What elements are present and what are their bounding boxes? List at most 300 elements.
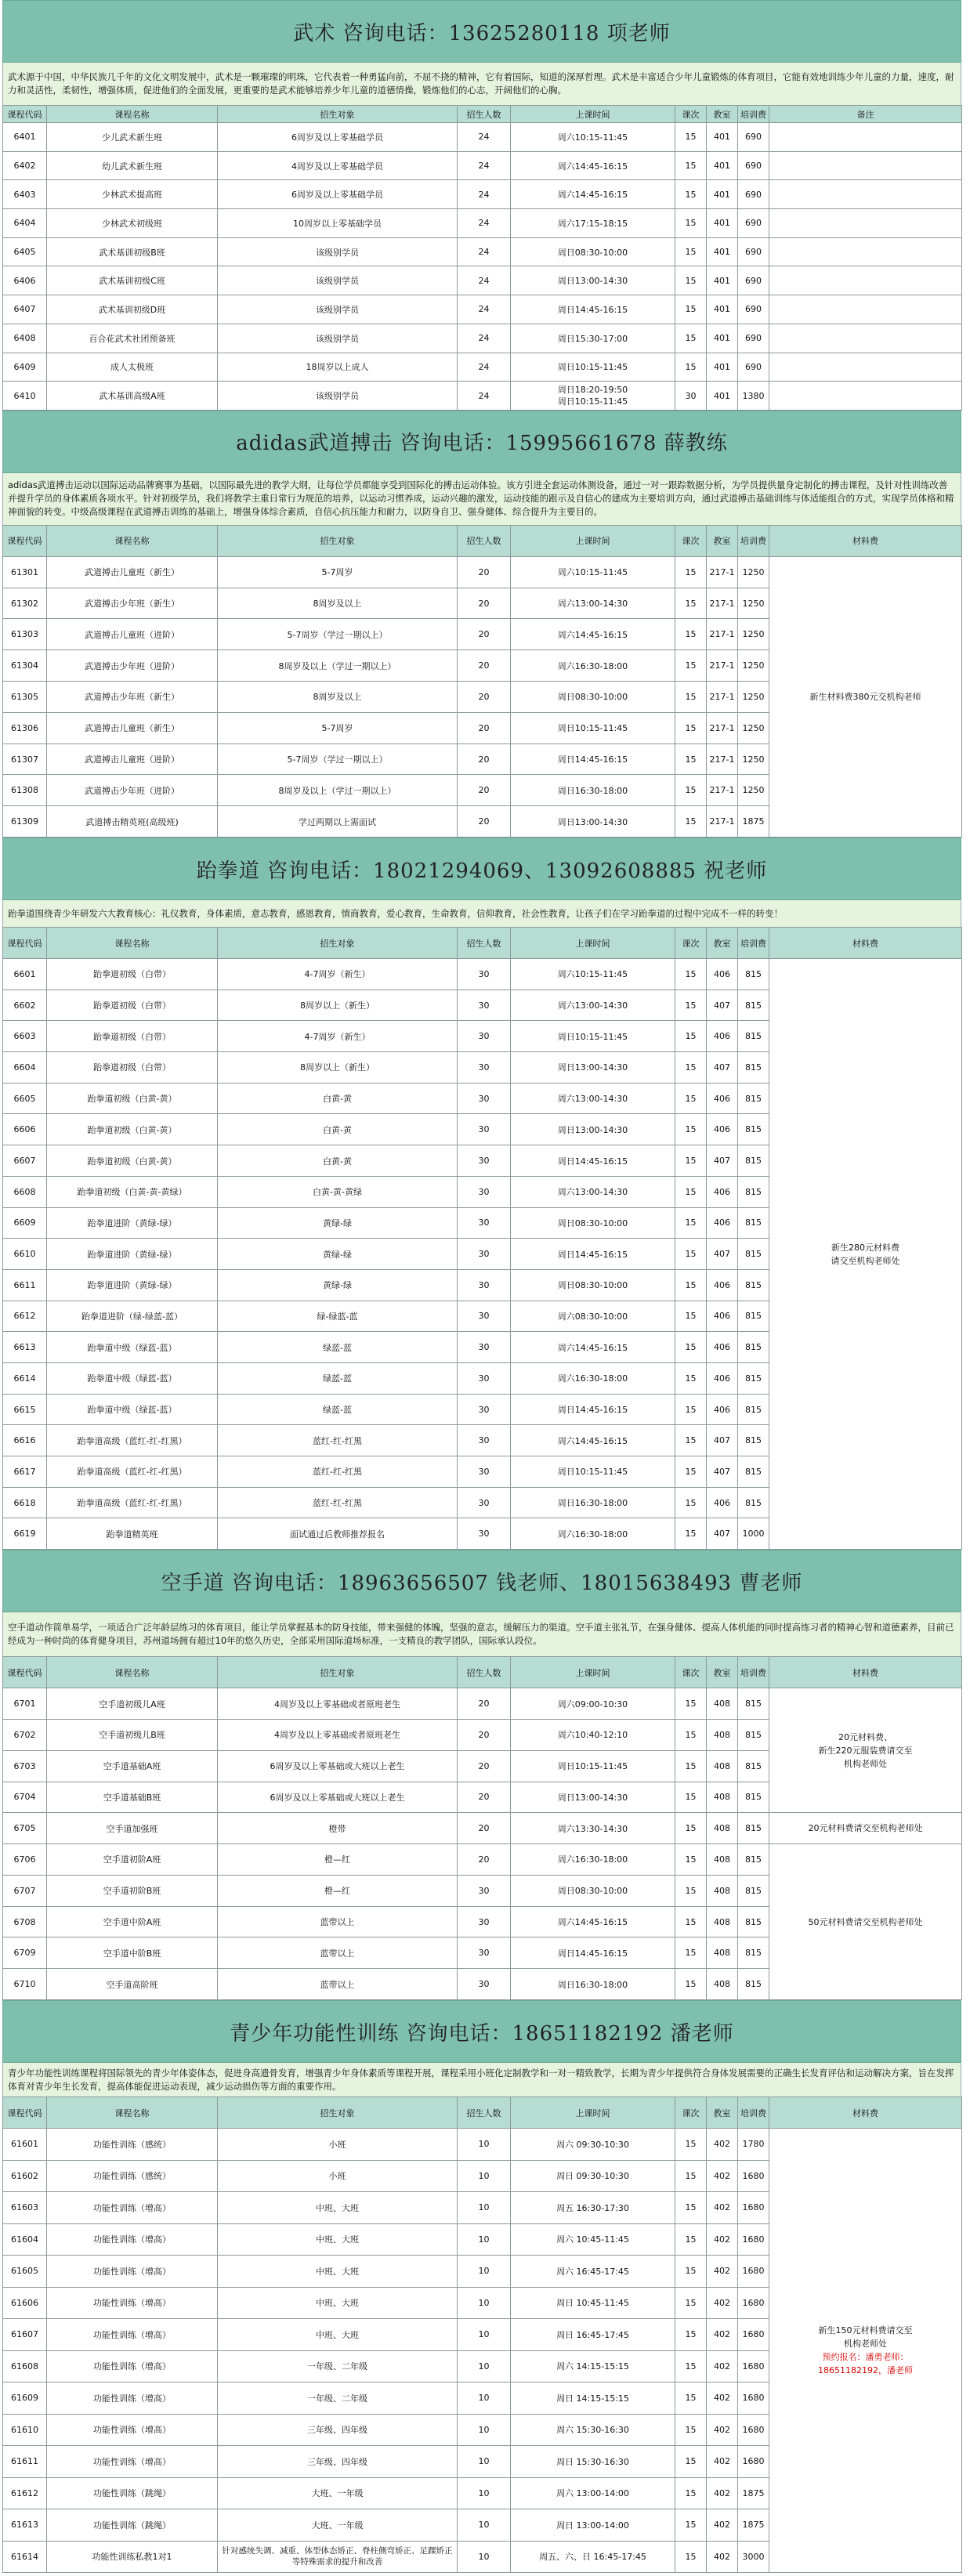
- course-section: [2, 411, 961, 838]
- table-cell: 401: [707, 180, 738, 209]
- table-header-row: [3, 106, 962, 123]
- table-cell: 6周岁及以上零基础或大班以上老生: [218, 1750, 458, 1782]
- table-cell: 蓝红-红-红黑: [218, 1487, 458, 1518]
- table-cell: 15: [675, 1456, 707, 1488]
- table-cell: 15: [675, 556, 707, 588]
- table-cell: 周日13:00-14:30: [511, 266, 675, 295]
- table-cell: 周日14:45-16:15: [511, 295, 675, 324]
- table-cell: 30: [458, 1145, 511, 1177]
- material-fee-cell: [769, 1813, 962, 1844]
- table-cell: 815: [738, 1021, 769, 1052]
- table-cell: 15: [675, 619, 707, 650]
- table-cell: 815: [738, 1145, 769, 1177]
- table-cell: 30: [458, 1487, 511, 1518]
- table-cell: 61612: [3, 2477, 47, 2509]
- table-cell: 406: [707, 1114, 738, 1145]
- material-fee-text: 20元材料费请交至机构老师处: [808, 1823, 923, 1834]
- table-cell: 402: [707, 2319, 738, 2351]
- table-cell: 815: [738, 1052, 769, 1084]
- material-fee-cell: [769, 1688, 962, 1813]
- table-cell: 6602: [3, 990, 47, 1021]
- table-cell: 功能性训练（增高）: [47, 2350, 218, 2382]
- table-cell: 10: [458, 2319, 511, 2351]
- table-cell: 少林武术提高班: [47, 180, 218, 209]
- table-cell: 武术基训初级B班: [47, 237, 218, 266]
- table-cell: 30: [458, 1456, 511, 1488]
- table-cell: 1250: [738, 619, 769, 650]
- table-cell: 15: [675, 2509, 707, 2542]
- table-cell: 周五 16:30-17:30: [511, 2192, 675, 2224]
- table-cell: 6405: [3, 237, 47, 266]
- table-cell: 408: [707, 1813, 738, 1844]
- table-cell: 815: [738, 1114, 769, 1145]
- table-cell: 407: [707, 1052, 738, 1084]
- table-cell: 30: [458, 1518, 511, 1550]
- table-cell: 690: [738, 353, 769, 382]
- table-cell: 黄绿-绿: [218, 1269, 458, 1301]
- table-cell: 815: [738, 1301, 769, 1332]
- table-cell: 15: [675, 1239, 707, 1270]
- table-cell: 跆拳道初级（白带）: [47, 990, 218, 1021]
- table-cell: 少儿武术新生班: [47, 123, 218, 152]
- table-cell: 408: [707, 1750, 738, 1782]
- table-cell: 217-1: [707, 712, 738, 743]
- material-fee-text: 20元材料费、 新生220元服装费请交至 机构老师处: [818, 1731, 913, 1769]
- column-header: 招生人数: [458, 106, 511, 123]
- table-cell: 815: [738, 1394, 769, 1425]
- table-cell: [769, 209, 962, 238]
- table-cell: 61305: [3, 682, 47, 713]
- table-cell: 402: [707, 2509, 738, 2542]
- table-cell: 402: [707, 2192, 738, 2224]
- table-cell: 周日08:30-10:00: [511, 237, 675, 266]
- table-cell: 6709: [3, 1937, 47, 1969]
- table-cell: 406: [707, 1332, 738, 1363]
- table-cell: 幼儿武术新生班: [47, 151, 218, 180]
- table-cell: 功能性训练（增高）: [47, 2446, 218, 2478]
- table-row: [3, 353, 962, 382]
- table-cell: 1875: [738, 2477, 769, 2509]
- table-cell: 10: [458, 2414, 511, 2446]
- table-row: [3, 959, 962, 990]
- table-cell: 815: [738, 1239, 769, 1270]
- table-cell: 15: [675, 775, 707, 806]
- table-cell: 蓝带以上: [218, 1969, 458, 2000]
- table-cell: 周六16:30-18:00: [511, 1844, 675, 1876]
- table-cell: 白黄-黄-黄绿: [218, 1176, 458, 1207]
- table-cell: 815: [738, 1906, 769, 1937]
- table-cell: 402: [707, 2541, 738, 2573]
- table-cell: 武道搏击少年班（新生）: [47, 588, 218, 619]
- table-cell: 815: [738, 1269, 769, 1301]
- table-cell: 6401: [3, 123, 47, 152]
- table-cell: 15: [675, 2382, 707, 2415]
- table-cell: 1250: [738, 712, 769, 743]
- table-cell: 15: [675, 1176, 707, 1207]
- table-cell: 该级别学员: [218, 266, 458, 295]
- table-cell: 20: [458, 619, 511, 650]
- table-cell: 15: [675, 2446, 707, 2478]
- table-cell: 61613: [3, 2509, 47, 2542]
- table-cell: 61302: [3, 588, 47, 619]
- table-cell: 周六09:00-10:30: [511, 1688, 675, 1720]
- table-cell: 10: [458, 2223, 511, 2256]
- table-cell: 橙—红: [218, 1844, 458, 1876]
- table-cell: [769, 151, 962, 180]
- table-cell: 6618: [3, 1487, 47, 1518]
- table-cell: 61603: [3, 2192, 47, 2224]
- table-cell: 周六13:30-14:30: [511, 1813, 675, 1844]
- table-header-row: [3, 928, 962, 959]
- table-cell: 1680: [738, 2382, 769, 2415]
- table-cell: 217-1: [707, 775, 738, 806]
- table-cell: 跆拳道初级（白黄-黄-黄绿）: [47, 1176, 218, 1207]
- table-cell: 15: [675, 1145, 707, 1177]
- table-cell: 402: [707, 2223, 738, 2256]
- table-cell: 6404: [3, 209, 47, 238]
- table-cell: 武术基训初级D班: [47, 295, 218, 324]
- table-row: [3, 2129, 962, 2161]
- material-fee-text: 50元材料费请交至机构老师处: [808, 1916, 923, 1927]
- table-cell: 61601: [3, 2129, 47, 2161]
- table-cell: 690: [738, 324, 769, 353]
- table-cell: 跆拳道初级（白黄-黄）: [47, 1083, 218, 1114]
- table-cell: 1680: [738, 2192, 769, 2224]
- table-cell: 407: [707, 1518, 738, 1550]
- table-cell: 401: [707, 324, 738, 353]
- column-header: 课程代码: [3, 928, 47, 959]
- table-cell: 百合花武术社团预备班: [47, 324, 218, 353]
- table-cell: 周日18:20-19:50 周日10:15-11:45: [511, 382, 675, 411]
- table-cell: 407: [707, 1425, 738, 1456]
- table-cell: 跆拳道初级（白黄-黄）: [47, 1114, 218, 1145]
- table-cell: 15: [675, 2256, 707, 2288]
- table-cell: 一年级、二年级: [218, 2350, 458, 2382]
- column-header: 课次: [675, 2097, 707, 2129]
- table-row: [3, 1844, 962, 1876]
- table-cell: 跆拳道进阶（黄绿-绿）: [47, 1269, 218, 1301]
- table-cell: [769, 353, 962, 382]
- column-header: 招生对象: [218, 2097, 458, 2129]
- table-cell: 217-1: [707, 650, 738, 682]
- material-fee-cell: [769, 959, 962, 1550]
- table-cell: 815: [738, 1487, 769, 1518]
- table-cell: 15: [675, 1114, 707, 1145]
- column-header: 教室: [707, 2097, 738, 2129]
- table-cell: [769, 295, 962, 324]
- table-cell: 30: [458, 1114, 511, 1145]
- table-cell: 跆拳道初级（白带）: [47, 1021, 218, 1052]
- table-cell: 10: [458, 2477, 511, 2509]
- section-intro: [2, 900, 961, 927]
- table-cell: 6410: [3, 382, 47, 411]
- table-cell: [769, 382, 962, 411]
- table-cell: 408: [707, 1937, 738, 1969]
- table-cell: 周六16:30-18:00: [511, 1362, 675, 1394]
- table-cell: 15: [675, 1906, 707, 1937]
- table-cell: 跆拳道精英班: [47, 1518, 218, 1550]
- table-cell: 周日14:45-16:15: [511, 1145, 675, 1177]
- table-cell: 217-1: [707, 743, 738, 775]
- section-intro-text: adidas武道搏击运动以国际运动品牌赛事为基础，以国际最先进的教学大纲，让每位学员都能享受到国际化的搏击运动体验。该方引进全套运动体测设备，通过一对一跟踪数据分析，为学员提供量身定制化的搏击课程，及针对性训练改善并提升学员的身体素质各项水平。针对初级学员，我们将教学主重日常行为规范的培养，以运动习惯养成，运动兴趣的激发，运动技能的跟示及自信心的建成为主要培训方向，通过武道搏击基础训练与体适能组合的方式，实现学员体格和精神面貌的转变。中级高级课程在武道搏击训练的基础上，增强身体综合素质，自信心抗压能力和耐力，以防身自卫、强身健体、综合提升为主要目的。: [8, 479, 954, 518]
- table-cell: 周日10:15-11:45: [511, 712, 675, 743]
- table-cell: 30: [458, 1906, 511, 1937]
- table-cell: 周日15:30-17:00: [511, 324, 675, 353]
- table-cell: 407: [707, 1239, 738, 1270]
- table-cell: 217-1: [707, 588, 738, 619]
- table-cell: 690: [738, 266, 769, 295]
- table-cell: 815: [738, 1813, 769, 1844]
- table-cell: 8周岁以上（新生）: [218, 990, 458, 1021]
- table-cell: 401: [707, 266, 738, 295]
- table-cell: 6619: [3, 1518, 47, 1550]
- table-header-row: [3, 2097, 962, 2129]
- table-cell: 30: [458, 1332, 511, 1363]
- table-cell: 30: [458, 1937, 511, 1969]
- table-cell: 15: [675, 295, 707, 324]
- table-cell: 30: [458, 1176, 511, 1207]
- table-cell: 15: [675, 1394, 707, 1425]
- table-cell: 空手道初级儿B班: [47, 1719, 218, 1750]
- column-header: 培训费: [738, 106, 769, 123]
- table-cell: 蓝带以上: [218, 1906, 458, 1937]
- table-cell: 24: [458, 209, 511, 238]
- table-cell: 周日14:45-16:15: [511, 1239, 675, 1270]
- table-cell: 61611: [3, 2446, 47, 2478]
- table-cell: 周日16:30-18:00: [511, 1969, 675, 2000]
- table-cell: 1380: [738, 382, 769, 411]
- table-cell: 武术基训初级C班: [47, 266, 218, 295]
- section-title: 武术 咨询电话：13625280118 项老师: [2, 0, 961, 63]
- table-cell: 15: [675, 1875, 707, 1906]
- table-cell: 少林武术初级班: [47, 209, 218, 238]
- table-cell: 周日14:45-16:15: [511, 743, 675, 775]
- table-cell: 6402: [3, 151, 47, 180]
- table-cell: 中班、大班: [218, 2223, 458, 2256]
- table-cell: 15: [675, 682, 707, 713]
- table-cell: 20: [458, 588, 511, 619]
- table-cell: 周六 14:15-15:15: [511, 2350, 675, 2382]
- table-row: [3, 295, 962, 324]
- table-cell: 6周岁及以上零基础学员: [218, 123, 458, 152]
- table-cell: 15: [675, 2414, 707, 2446]
- table-cell: 周六10:40-12:10: [511, 1719, 675, 1750]
- column-header: 培训费: [738, 525, 769, 556]
- table-cell: 1250: [738, 588, 769, 619]
- table-cell: 空手道初级儿A班: [47, 1688, 218, 1720]
- table-cell: 5-7周岁: [218, 712, 458, 743]
- table-cell: 402: [707, 2446, 738, 2478]
- table-cell: 10: [458, 2446, 511, 2478]
- table-cell: 白黄-黄: [218, 1114, 458, 1145]
- table-row: [3, 151, 962, 180]
- table-cell: 周六 09:30-10:30: [511, 2129, 675, 2161]
- table-cell: 24: [458, 266, 511, 295]
- table-cell: 815: [738, 959, 769, 990]
- table-cell: 30: [458, 959, 511, 990]
- table-cell: 15: [675, 2223, 707, 2256]
- table-cell: 白黄-黄: [218, 1145, 458, 1177]
- table-cell: 6605: [3, 1083, 47, 1114]
- table-cell: 10: [458, 2287, 511, 2319]
- table-cell: 6701: [3, 1688, 47, 1720]
- table-cell: 1250: [738, 775, 769, 806]
- table-row: [3, 180, 962, 209]
- table-cell: 1875: [738, 2509, 769, 2542]
- column-header: 上课时间: [511, 1657, 675, 1688]
- table-cell: 815: [738, 1207, 769, 1239]
- table-cell: 跆拳道初级（白带）: [47, 1052, 218, 1084]
- column-header: 上课时间: [511, 928, 675, 959]
- table-cell: 功能性训练（增高）: [47, 2319, 218, 2351]
- table-cell: 815: [738, 1875, 769, 1906]
- table-cell: 20: [458, 1813, 511, 1844]
- table-cell: 周日 09:30-10:30: [511, 2160, 675, 2192]
- table-cell: 20: [458, 775, 511, 806]
- table-header-row: [3, 1657, 962, 1688]
- material-fee-cell: [769, 2129, 962, 2573]
- table-cell: 1680: [738, 2287, 769, 2319]
- table-cell: 15: [675, 2192, 707, 2224]
- table-cell: 功能性训练（增高）: [47, 2414, 218, 2446]
- table-cell: 6703: [3, 1750, 47, 1782]
- table-cell: 6612: [3, 1301, 47, 1332]
- table-cell: 24: [458, 353, 511, 382]
- table-cell: 1680: [738, 2256, 769, 2288]
- table-cell: 跆拳道初级（白带）: [47, 959, 218, 990]
- column-header: 材料费: [769, 525, 962, 556]
- table-cell: 周日 10:45-11:45: [511, 2287, 675, 2319]
- column-header: 备注: [769, 106, 962, 123]
- table-cell: 61309: [3, 806, 47, 838]
- table-cell: 4周岁及以上零基础或者原班老生: [218, 1719, 458, 1750]
- table-cell: 61303: [3, 619, 47, 650]
- table-cell: 跆拳道中级（绿蓝-蓝）: [47, 1362, 218, 1394]
- course-table: [2, 1656, 962, 2000]
- table-cell: 15: [675, 1052, 707, 1084]
- table-cell: 15: [675, 1813, 707, 1844]
- table-cell: 面试通过后教师推荐报名: [218, 1518, 458, 1550]
- table-cell: 690: [738, 151, 769, 180]
- column-header: 材料费: [769, 928, 962, 959]
- table-cell: 跆拳道进阶（绿-绿蓝-蓝）: [47, 1301, 218, 1332]
- table-cell: 武道搏击少年班（进阶）: [47, 650, 218, 682]
- table-cell: 该级别学员: [218, 295, 458, 324]
- table-cell: 10: [458, 2129, 511, 2161]
- table-cell: 61610: [3, 2414, 47, 2446]
- table-cell: 15: [675, 2319, 707, 2351]
- table-cell: 功能性训练（增高）: [47, 2382, 218, 2415]
- table-cell: 217-1: [707, 806, 738, 838]
- table-cell: 15: [675, 1301, 707, 1332]
- table-cell: 15: [675, 1518, 707, 1550]
- table-cell: 24: [458, 295, 511, 324]
- table-cell: 6604: [3, 1052, 47, 1084]
- column-header: 课程代码: [3, 106, 47, 123]
- table-cell: 小班: [218, 2129, 458, 2161]
- table-header-row: [3, 525, 962, 556]
- table-cell: 小班: [218, 2160, 458, 2192]
- course-table: [2, 525, 962, 838]
- table-cell: 10: [458, 2541, 511, 2573]
- table-cell: 15: [675, 266, 707, 295]
- table-cell: 815: [738, 1969, 769, 2000]
- table-cell: 815: [738, 1083, 769, 1114]
- column-header: 教室: [707, 1657, 738, 1688]
- table-cell: 61608: [3, 2350, 47, 2382]
- table-cell: 周六13:00-14:30: [511, 990, 675, 1021]
- table-cell: 功能性训练（感统）: [47, 2129, 218, 2161]
- table-cell: 周六14:45-16:15: [511, 619, 675, 650]
- table-cell: 1680: [738, 2446, 769, 2478]
- table-cell: 空手道基础B班: [47, 1782, 218, 1813]
- table-cell: 空手道中阶B班: [47, 1937, 218, 1969]
- table-cell: 15: [675, 1207, 707, 1239]
- table-row: [3, 324, 962, 353]
- table-cell: 15: [675, 1487, 707, 1518]
- column-header: 课程名称: [47, 106, 218, 123]
- table-cell: 15: [675, 123, 707, 152]
- column-header: 招生对象: [218, 1657, 458, 1688]
- table-cell: 401: [707, 295, 738, 324]
- material-fee-text: 新生150元材料费请交至 机构老师处: [818, 2325, 913, 2350]
- course-section: [2, 838, 961, 1550]
- table-cell: 黄绿-绿: [218, 1207, 458, 1239]
- column-header: 教室: [707, 106, 738, 123]
- table-cell: 15: [675, 151, 707, 180]
- table-cell: 30: [458, 1362, 511, 1394]
- table-cell: [769, 324, 962, 353]
- column-header: 课次: [675, 1657, 707, 1688]
- table-cell: 大班、一年级: [218, 2509, 458, 2542]
- table-cell: 该级别学员: [218, 237, 458, 266]
- section-title: 空手道 咨询电话：18963656507 钱老师、18015638493 曹老师: [2, 1550, 961, 1612]
- table-cell: 4周岁及以上零基础学员: [218, 151, 458, 180]
- section-intro: [2, 473, 961, 525]
- column-header: 招生对象: [218, 928, 458, 959]
- table-cell: 功能性训练（跳绳）: [47, 2477, 218, 2509]
- table-cell: 30: [458, 1207, 511, 1239]
- table-cell: 绿蓝-蓝: [218, 1362, 458, 1394]
- section-intro-text: 跆拳道围绕青少年研发六大教育核心：礼仪教育，身体素质，意志教育，感恩教育，情商教育，爱心教育，生命教育，信仰教育，社会性教育，让孩子们在学习跆拳道的过程中完成不一样的转变！: [8, 907, 783, 919]
- table-cell: 406: [707, 1083, 738, 1114]
- table-cell: 20: [458, 650, 511, 682]
- table-cell: 20: [458, 1750, 511, 1782]
- table-cell: [769, 180, 962, 209]
- table-cell: 学过两期以上需面试: [218, 806, 458, 838]
- table-cell: 24: [458, 123, 511, 152]
- column-header: 教室: [707, 525, 738, 556]
- table-cell: 该级别学员: [218, 324, 458, 353]
- table-cell: 蓝带以上: [218, 1937, 458, 1969]
- table-cell: 61301: [3, 556, 47, 588]
- table-cell: 406: [707, 1269, 738, 1301]
- table-cell: 30: [458, 1969, 511, 2000]
- table-cell: 1680: [738, 2414, 769, 2446]
- table-cell: 10: [458, 2350, 511, 2382]
- table-cell: 周五、六、日 16:45-17:45: [511, 2541, 675, 2573]
- table-cell: 30: [458, 1875, 511, 1906]
- table-cell: 15: [675, 806, 707, 838]
- table-cell: 401: [707, 353, 738, 382]
- table-cell: 周日13:00-14:30: [511, 1782, 675, 1813]
- table-cell: 815: [738, 1688, 769, 1720]
- column-header: 培训费: [738, 928, 769, 959]
- table-cell: 中班、大班: [218, 2256, 458, 2288]
- table-cell: 跆拳道中级（绿蓝-蓝）: [47, 1332, 218, 1363]
- column-header: 课程名称: [47, 525, 218, 556]
- section-title: 青少年功能性训练 咨询电话：18651182192 潘老师: [2, 2000, 961, 2063]
